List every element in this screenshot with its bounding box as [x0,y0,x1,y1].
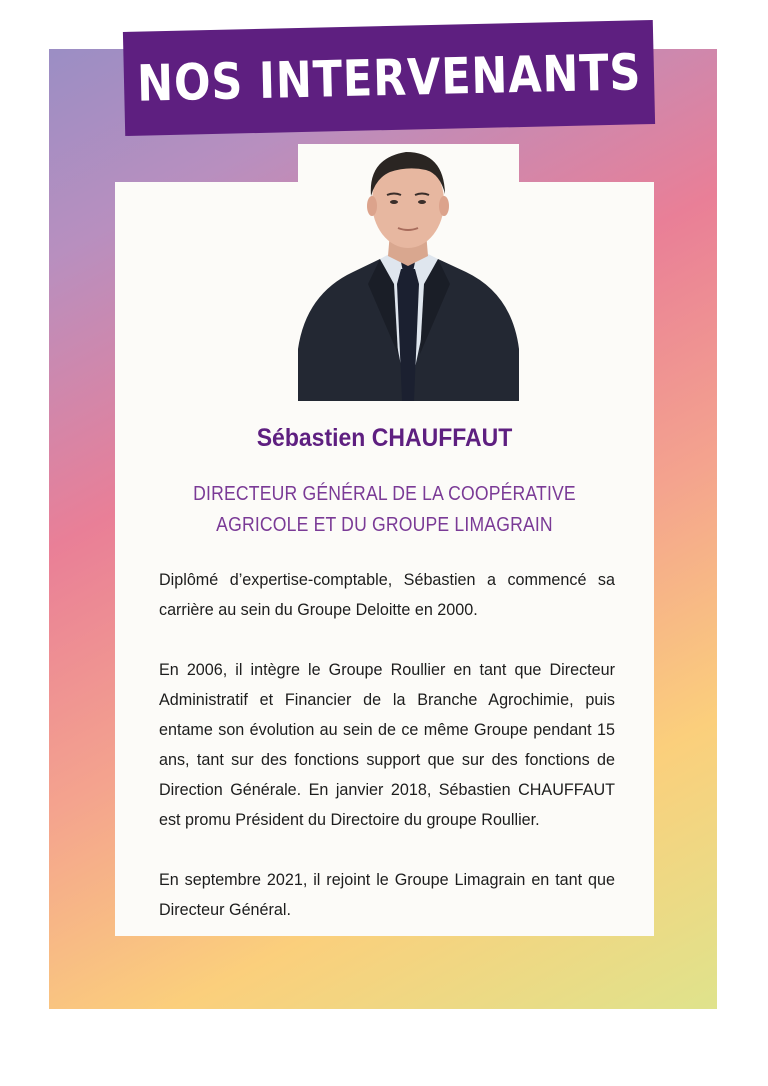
speaker-portrait [298,144,519,401]
page-title: NOS INTERVENANTS [136,43,642,113]
speaker-role-line-1: DIRECTEUR GÉNÉRAL DE LA COOPÉRATIVE [193,483,576,505]
speaker-bio [159,565,615,955]
portrait-illustration [298,144,519,401]
speaker-name: Sébastien CHAUFFAUT [256,424,513,452]
bio-paragraph-2: En 2006, il intègre le Groupe Roullier en tant que Directeur Administratif et Financier de la Branche Agrochimie, puis entame son évolution au sein de ce même Groupe pendant 15 ans, tant sur des fonctions support que sur des fonctions de Direction Générale. En janvier 2018, Sébastien CHAUFFAUT est promu Président du Directoire du groupe Roullier. [159,660,615,829]
speaker-role-line-2: AGRICOLE ET DU GROUPE LIMAGRAIN [216,514,553,536]
bio-paragraph-3: En septembre 2021, il rejoint le Groupe Limagrain en tant que Directeur Général. [159,870,615,919]
bio-paragraph-1: Diplômé d’expertise-comptable, Sébastien a commencé sa carrière au sein du Groupe Deloitte en 2000. [159,570,615,619]
title-banner [123,20,655,136]
speaker-role [115,479,654,541]
